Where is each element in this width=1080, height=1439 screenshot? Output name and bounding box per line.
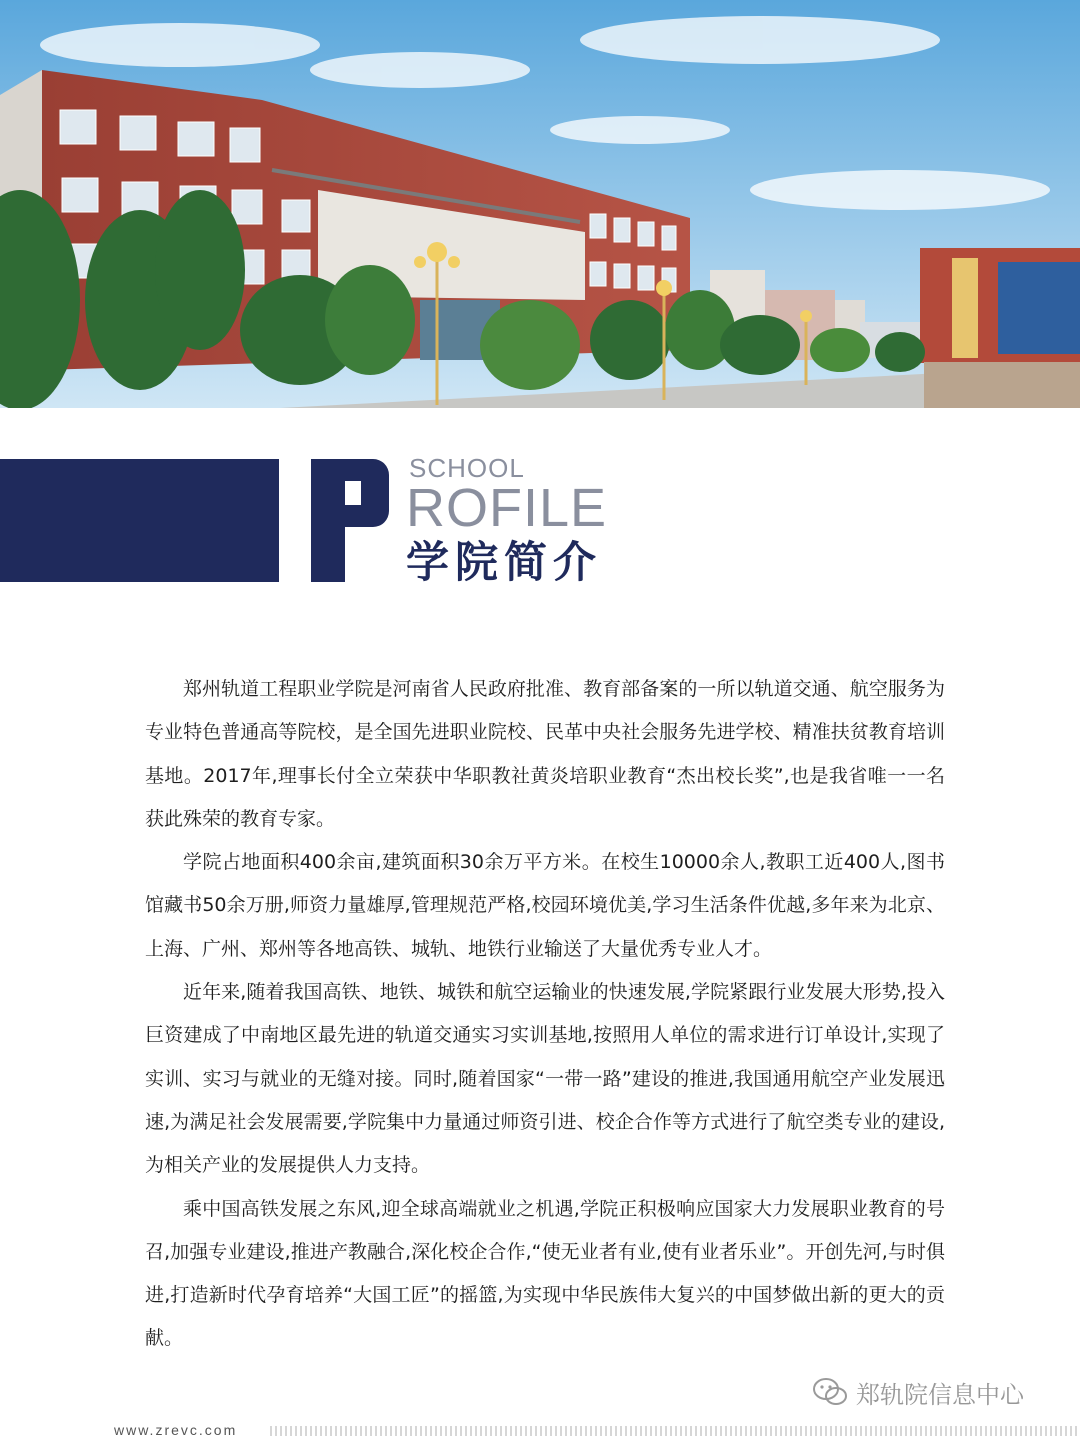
campus-scene	[0, 0, 1080, 408]
footer-stripe	[270, 1426, 1080, 1436]
banner-navy-bar	[0, 459, 279, 582]
footer-url[interactable]: www.zrevc.com	[114, 1422, 238, 1438]
article-body	[145, 668, 945, 1361]
signboard	[924, 362, 1080, 408]
paragraph-4: 乘中国高铁发展之东风,迎全球高端就业之机遇,学院正积极响应国家大力发展职业教育的号召,加强专业建设,推进产教融合,深化校企合作,“使无业者有业,使有业者乐业”。开创先河,与时俱进,打造新时代孕育培养“大国工匠”的摇篮,为实现中华民族伟大复兴的中国梦做出新的更大的贡献。	[145, 1197, 945, 1350]
paragraph-2: 学院占地面积400余亩,建筑面积30余万平方米。在校生10000余人,教职工近400人,图书馆藏书50余万册,师资力量雄厚,管理规范严格,校园环境优美,学习生活条件优越,多年来为北京、上海、广州、郑州等各地高铁、城轨、地铁行业输送了大量优秀专业人才。	[145, 851, 945, 960]
banner-title-cn: 学院简介	[406, 538, 602, 588]
campus-photo	[0, 0, 1080, 408]
banner-rofile-text: ROFILE	[406, 478, 608, 538]
paragraph-1: 郑州轨道工程职业学院是河南省人民政府批准、教育部备案的一所以轨道交通、航空服务为专业特色普通高等院校，是全国先进职业院校、民革中央社会服务先进学校、精准扶贫教育培训基地。2017年,理事长付全立荣获中华职教社黄炎培职业教育“杰出校长奖”,也是我省唯一一名获此殊荣的教育专家。	[145, 678, 945, 830]
library-building	[920, 248, 1080, 363]
paragraph-3: 近年来,随着我国高铁、地铁、城铁和航空运输业的快速发展,学院紧跟行业发展大形势,投入巨资建成了中南地区最先进的轨道交通实习实训基地,按照用人单位的需求进行订单设计,实现了实训、实习与就业的无缝对接。同时,随着国家“一带一路”建设的推进,我国通用航空产业发展迅速,为满足社会发展需要,学院集中力量通过师资引进、校企合作等方式进行了航空类专业的建设,为相关产业的发展提供人力支持。	[145, 981, 945, 1177]
wechat-icon	[812, 1376, 848, 1408]
watermark-text: 郑轨院信息中心	[856, 1380, 1024, 1409]
banner-school-text: SCHOOL	[409, 453, 525, 483]
banner-p-letter-icon	[311, 459, 389, 582]
watermark	[812, 1372, 1024, 1412]
